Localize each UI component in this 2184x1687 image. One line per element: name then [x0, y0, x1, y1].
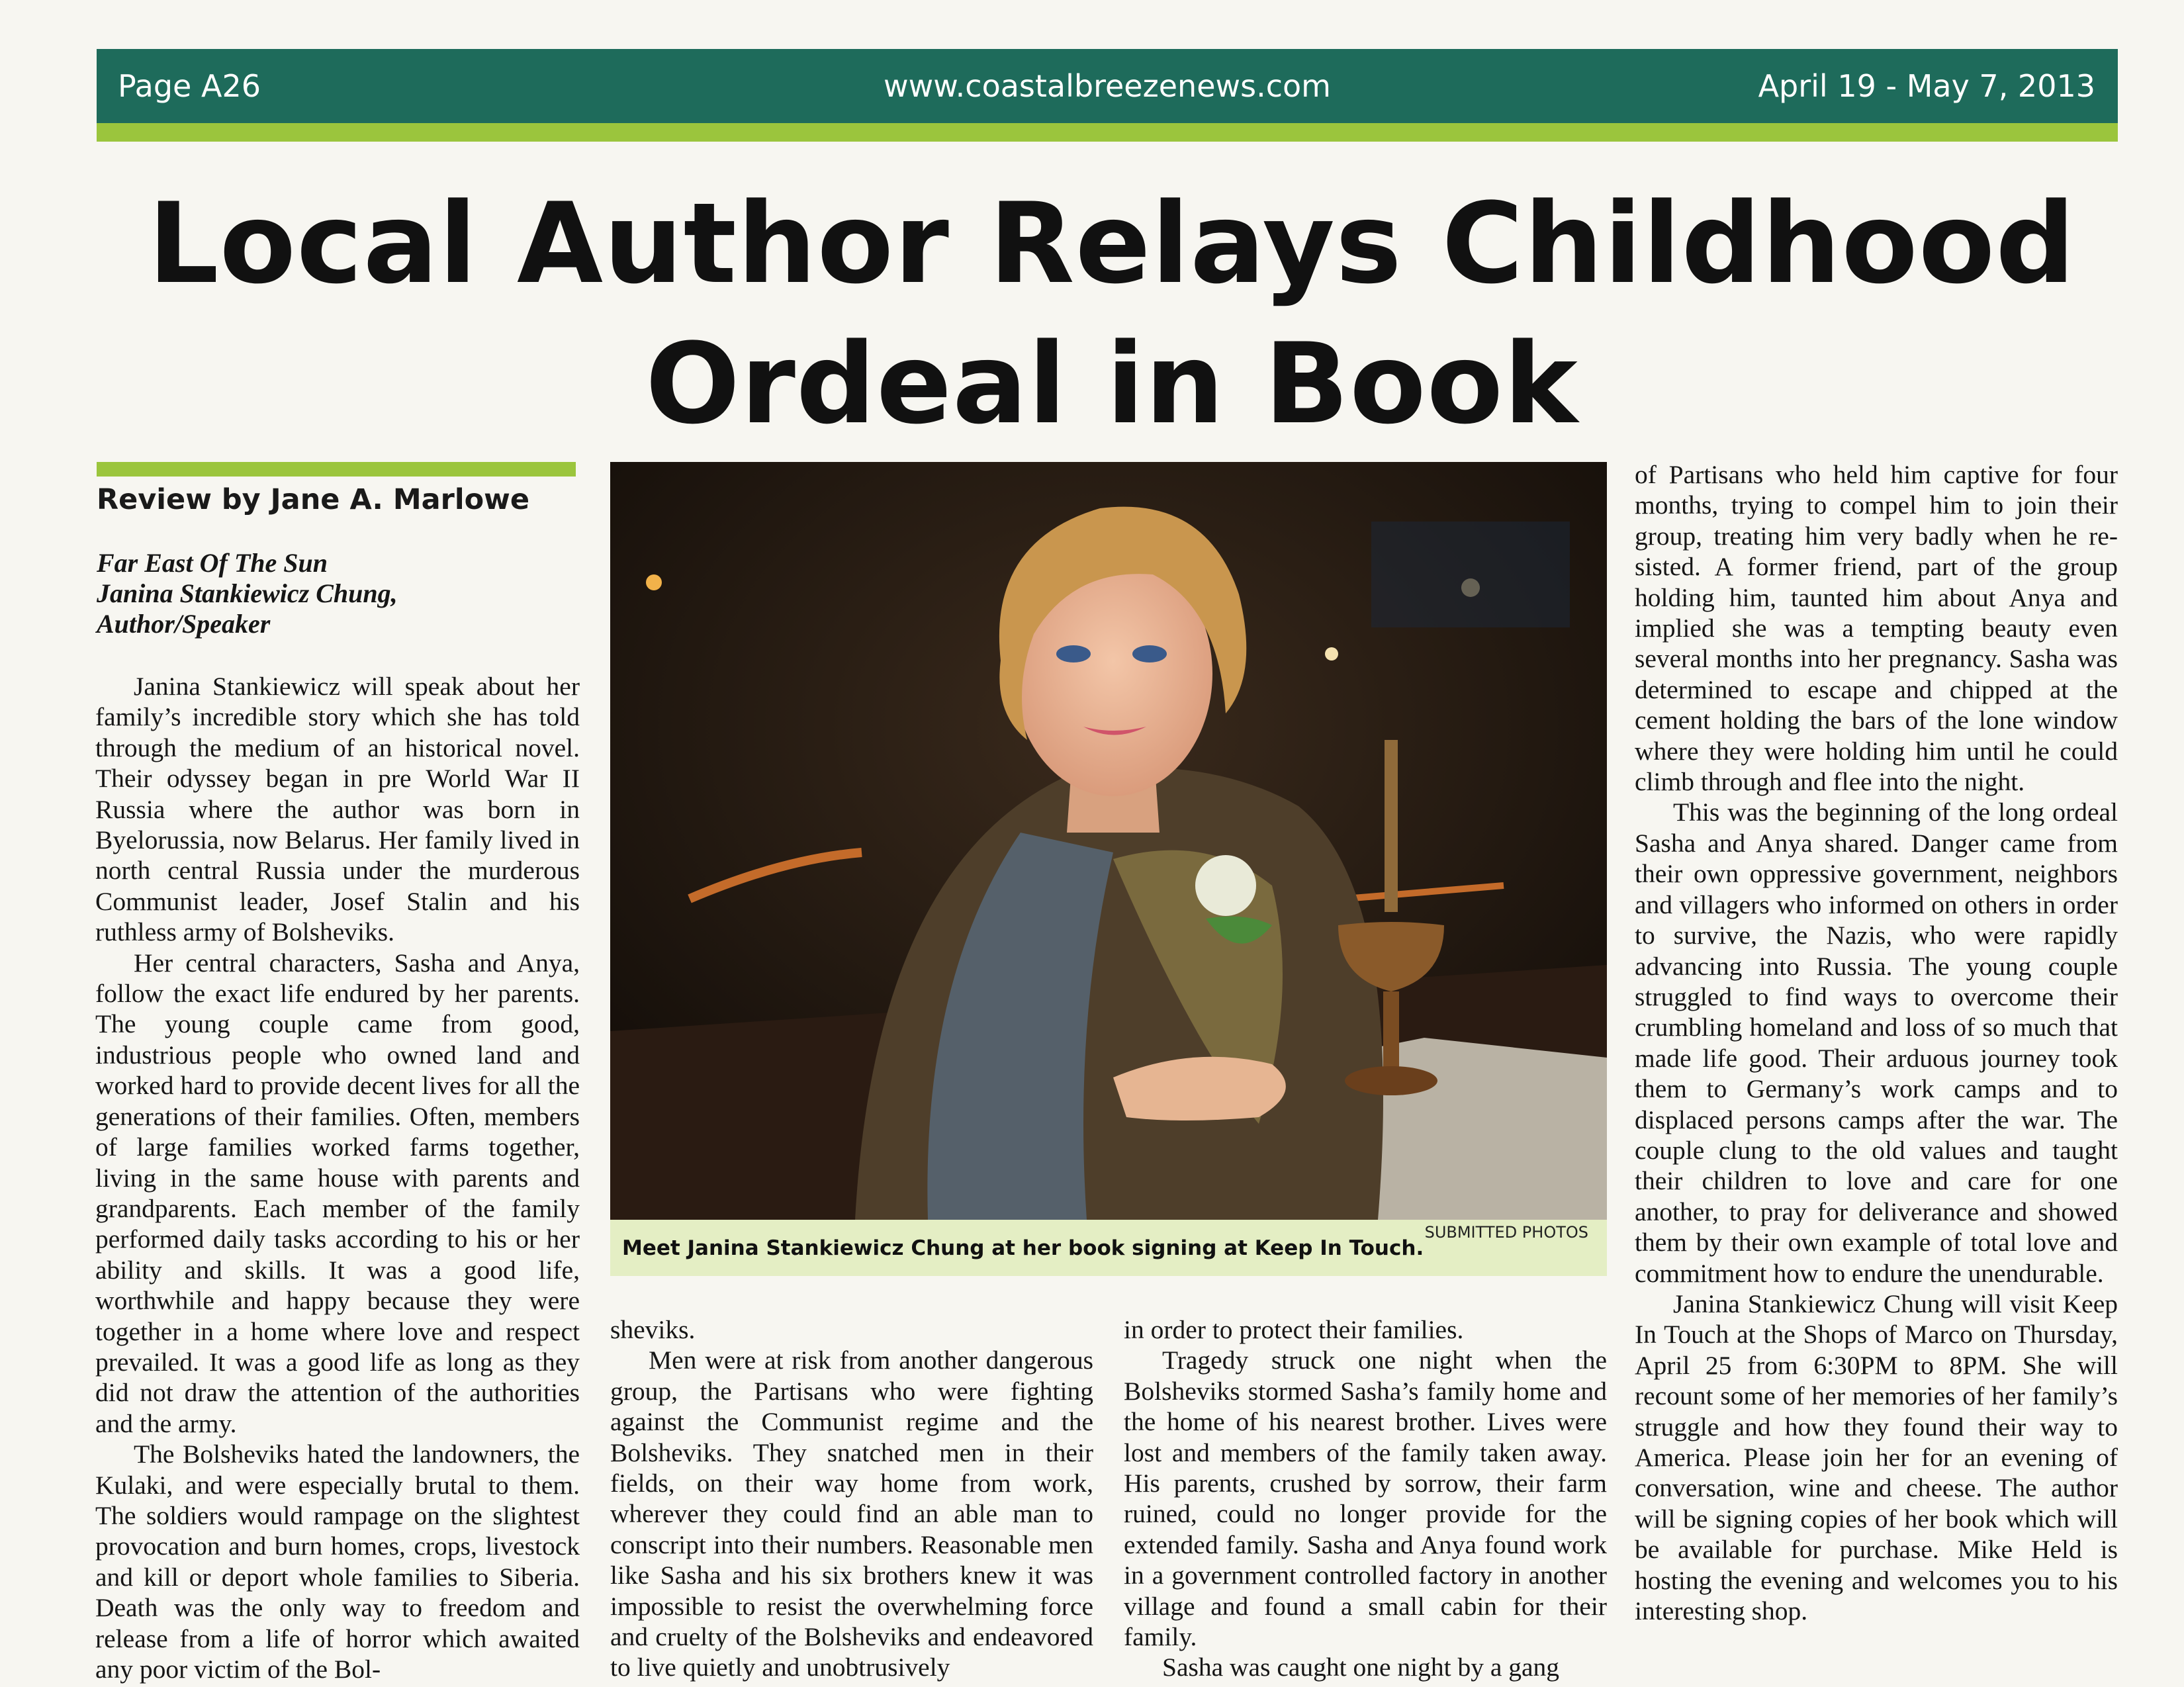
book-author-role: Author/Speaker: [97, 609, 271, 639]
paragraph: The Bolsheviks hated the landowners, the Kulaki, and were especially brutal to them. The soldiers would rampage on the slightest provocation and burn homes, crops, livestock and kill or deport whole families to Siberia. Death was the only way to freedom and release from a life of horror which awaited any poor victim of the Bol-: [95, 1439, 580, 1684]
site-url: www.coastalbreezenews.com: [884, 68, 1331, 104]
paragraph: This was the beginning of the long ordeal Sasha and Anya shared. Danger came from their own oppressive government, neighbors and villagers who informed on others in order to survive, the Nazis, who were rapidly advancing into Russia. The young couple struggled to find ways to overcome their crumbling homeland and loss of so much that made life good. Their arduous journey took them to Germany’s work camps and to displaced persons camps after the war. The couple clung to the old values and taught their children to love and care for one another, to pray for deliverance and showed them by their own example of total love and commitment how to endure the unendurable.: [1635, 798, 2118, 1288]
paragraph: Sasha was caught one night by a gang: [1162, 1653, 1560, 1682]
paragraph: Her central characters, Sasha and Anya, follow the exact life endured by her parents. The young couple came from good, industrious people who owned land and worked hard to provide decent lives for all the generations of their families. Often, members of large families worked farms together, living in the same house with parents and grandparents. Each member of the family performed daily tasks according to his or her ability and skills. It was a good life, worthwhile and happy because they were together in a home where love and respect prevailed. It was a good life as long as they did not draw the attention of the authorities and the army.: [95, 948, 580, 1438]
paragraph: in order to protect their families.: [1124, 1315, 1464, 1344]
page-header-bar: [97, 49, 2118, 142]
paragraph: Janina Stankiewicz will speak about her family’s incredible story which she has told through the medium of an historical novel. Their odyssey began in pre World War II Russia where the author was born in Byelorussia, now Belarus. Her family lived in north central Russia under the murderous Communist leader, Josef Stalin and his ruthless army of Bolsheviks.: [95, 672, 580, 947]
author-photo: [610, 462, 1607, 1220]
issue-dates: April 19 - May 7, 2013: [1758, 68, 2095, 104]
photo-block: [610, 462, 1607, 1276]
byline-rule: [97, 462, 576, 477]
paragraph: Men were at risk from another dangerous group, the Partisans who were fighting against the Communist regime and the Bolsheviks. They snatched men in their fields, on their way home from work, wherever they could find an able man to conscript into their numbers. Reasonable men like Sasha and his six brothers knew it was impossible to resist the overwhelming force and cruelty of the Bolsheviks and endeavored to live quietly and unobtrusively: [610, 1345, 1093, 1682]
page-number: Page A26: [118, 68, 261, 104]
book-author: Janina Stankiewicz Chung,: [97, 578, 398, 608]
article-column-4: [1635, 459, 2118, 1626]
author-portrait-illustration: [610, 462, 1607, 1220]
photo-credit: SUBMITTED PHOTOS: [1424, 1223, 1588, 1242]
paragraph: sheviks.: [610, 1315, 696, 1344]
photo-caption: Meet Janina Stankiewicz Chung at her book signing at Keep In Touch.: [622, 1236, 1424, 1260]
headline-line-2: Ordeal in Book: [645, 319, 1578, 449]
article-column-3: [1124, 1314, 1607, 1683]
book-info: [97, 548, 580, 639]
paragraph: Tragedy struck one night when the Bolsheviks stormed Sasha’s family home and the home of his nearest brother. Lives were lost and members of the family taken away. His parents, crushed by sorrow, their farm ruined, could no longer provide for the extended family. Sasha and Anya found work in a government controlled factory in another village and found a small cabin for their family.: [1124, 1345, 1607, 1652]
byline: Review by Jane A. Marlowe: [97, 483, 530, 516]
paragraph: Janina Stankiewicz Chung will visit Keep In Touch at the Shops of Marco on Thursday, April 25 from 6:30PM to 8PM. She will recount some of her memories of her family’s struggle and how they found their way to America. Please join her for an evening of conversation, wine and cheese. The author will be signing copies of her book which will be available for purchase. Mike Held is hosting the evening and welcomes you to his interesting shop.: [1635, 1289, 2118, 1626]
paragraph: of Partisans who held him captive for four months, trying to compel him to join their group, treating him very badly when he resisted. A former friend, part of the group holding him, taunted him about Anya and implied she was a tempting beauty even several months into her pregnancy. Sasha was determined to escape and chipped at the cement holding the bars of the lone window where they were holding him until he could climb through and flee into the night.: [1635, 460, 2118, 797]
article-column-1: [95, 671, 580, 1684]
article-column-2: [610, 1314, 1093, 1683]
headline-line-1: Local Author Relays Childhood: [148, 179, 2076, 308]
headline: [93, 173, 2131, 454]
book-title: Far East Of The Sun: [97, 548, 328, 578]
